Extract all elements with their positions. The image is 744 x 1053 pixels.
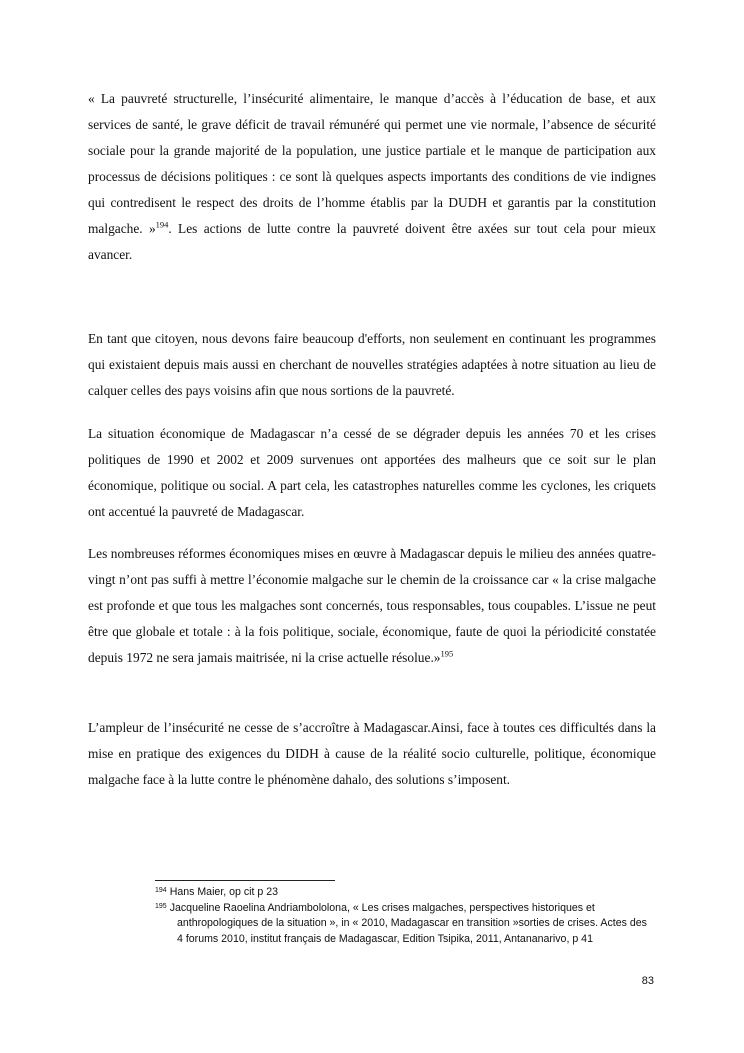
- footnote-number: 194: [155, 887, 167, 894]
- footnotes-section: [155, 885, 655, 947]
- footnote-194: [155, 885, 655, 901]
- paragraph-citoyen: En tant que citoyen, nous devons faire beaucoup d'efforts, non seulement en continuant les programmes qui existaient depuis mais aussi en cherchant de nouvelles stratégies adaptées à notre situation au lieu de calquer celles des pays voisins afin que nous sortions de la pauvreté.: [88, 331, 656, 398]
- paragraph-quote-pauvrete: [88, 86, 656, 268]
- footnote-195: [155, 901, 655, 948]
- paragraph-text: « La pauvreté structurelle, l’insécurité alimentaire, le manque d’accès à l’éducation de base, et aux services de santé, le grave déficit de travail rémunéré qui permet une vie normale, l’absence de sécurité sociale pour la grande majorité de la population, une justice partiale et le manque de participation aux processus de décisions politiques : ce sont là quelques aspects importants des conditions de vie indignes qui contredisent le respect des droits de l’homme établis par la DUDH et garantis par la constitution malgache. »: [88, 91, 656, 236]
- paragraph-text-tail: . Les actions de lutte contre la pauvreté doivent être axées sur tout cela pour mieux avancer.: [88, 221, 656, 262]
- paragraph-situation-economique: La situation économique de Madagascar n’a cessé de se dégrader depuis les années 70 et les crises politiques de 1990 et 2002 et 2009 survenues ont apportées des malheurs que ce soit sur le plan économique, politique ou social. A part cela, les catastrophes naturelles comme les cyclones, les criquets ont accentué la pauvreté de Madagascar.: [88, 426, 656, 519]
- footnote-text: Jacqueline Raoelina Andriambololona, « Les crises malgaches, perspectives historiques et anthropologiques de la situation », in « 2010, Madagascar en transition »sorties de crises. Actes des 4 forums 2010, institut français de Madagascar, Edition Tsipika, 2011, Antananarivo, p 41: [169, 901, 647, 945]
- footnote-separator: [155, 880, 335, 881]
- footnote-ref-194[interactable]: 194: [155, 219, 169, 230]
- paragraph-text: Les nombreuses réformes économiques mises en œuvre à Madagascar depuis le milieu des années quatre-vingt n’ont pas suffi à mettre l’économie malgache sur le chemin de la croissance car « la crise malgache est profonde et que tous les malgaches sont concernés, tous responsables, tous coupables. L’issue ne peut être que globale et totale : à la fois politique, sociale, économique, faute de quoi la périodicité constatée depuis 1972 ne sera jamais maitrisée, ni la crise actuelle résolue.»: [88, 546, 656, 665]
- paragraph-reformes: [88, 541, 656, 671]
- footnote-text: Hans Maier, op cit p 23: [169, 886, 279, 898]
- footnote-number: 195: [155, 902, 167, 910]
- paragraph-insecurite: L’ampleur de l’insécurité ne cesse de s’accroître à Madagascar.Ainsi, face à toutes ces difficultés dans la mise en pratique des exigences du DIDH à cause de la réalité socio culturelle, politique, économique malgache face à la lutte contre le phénomène dahalo, des solutions s’imposent.: [88, 720, 656, 787]
- page-number: 83: [641, 975, 654, 987]
- footnote-ref-195[interactable]: 195: [440, 648, 454, 659]
